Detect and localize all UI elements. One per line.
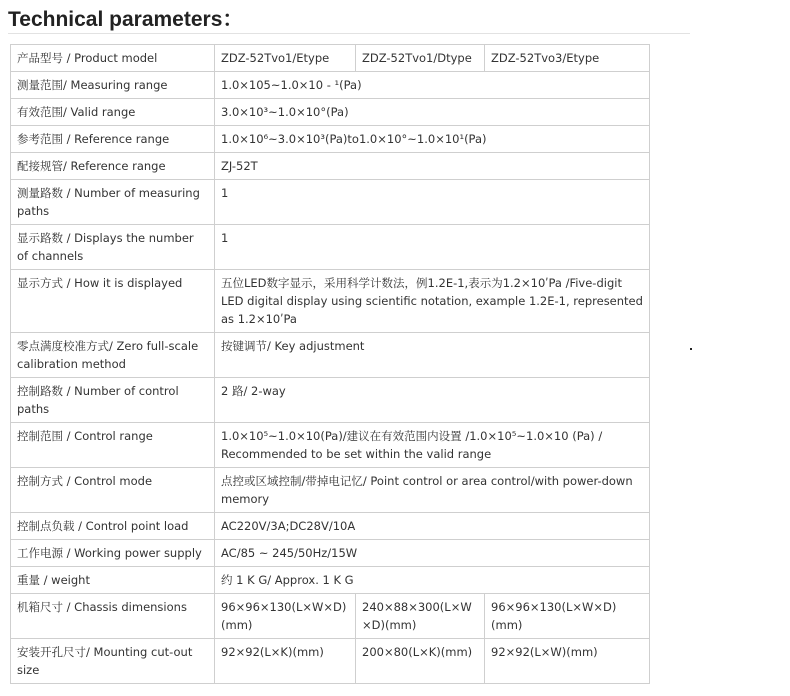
- table-row-control-range: [11, 423, 650, 468]
- page-title: Technical parameters：: [8, 8, 244, 31]
- row-value: 3.0×10³~1.0×10°(Pa): [215, 99, 650, 126]
- stray-dot: [690, 348, 692, 350]
- row-label: 测量路数 / Number of measuring paths: [11, 180, 215, 225]
- row-value: 点控或区域控制/带掉电记忆/ Point control or area control/with power-down memory: [215, 468, 650, 513]
- table-row-calibration-method: [11, 333, 650, 378]
- model-etype-3: ZDZ-52Tvo3/Etype: [485, 45, 650, 72]
- model-etype-1: ZDZ-52Tvo1/Etype: [215, 45, 356, 72]
- row-value: 1: [215, 225, 650, 270]
- row-label: 控制范围 / Control range: [11, 423, 215, 468]
- row-label: 测量范围/ Measuring range: [11, 72, 215, 99]
- row-value: AC220V/3A;DC28V/10A: [215, 513, 650, 540]
- row-value: 2 路/ 2-way: [215, 378, 650, 423]
- table-row-measuring-paths: [11, 180, 650, 225]
- cutout-etype-3: 92×92(L×W)(mm): [485, 639, 650, 684]
- technical-parameters-table: [10, 44, 650, 684]
- table-row-mounting-cutout: [11, 639, 650, 684]
- row-label: 参考范围 / Reference range: [11, 126, 215, 153]
- dimension-dtype: 240×88×300(L×W×D)(mm): [356, 594, 485, 639]
- row-label: 控制点负载 / Control point load: [11, 513, 215, 540]
- dimension-etype-3: 96×96×130(L×W×D)(mm): [485, 594, 650, 639]
- row-label: 零点满度校准方式/ Zero full-scale calibration method: [11, 333, 215, 378]
- table-row-weight: [11, 567, 650, 594]
- row-value: 约 1 K G/ Approx. 1 K G: [215, 567, 650, 594]
- table-row-product-model: [11, 45, 650, 72]
- dimension-etype-1: 96×96×130(L×W×D)(mm): [215, 594, 356, 639]
- table-row-reference-range: [11, 126, 650, 153]
- row-label: 产品型号 / Product model: [11, 45, 215, 72]
- row-value: 1.0×105~1.0×10 - ¹(Pa): [215, 72, 650, 99]
- row-value: 1.0×10⁵~1.0×10(Pa)/建议在有效范围内设置 /1.0×10⁵~1.0×10 (Pa) / Recommended to be set within the valid range: [215, 423, 650, 468]
- table-row-valid-range: [11, 99, 650, 126]
- table-row-measuring-range: [11, 72, 650, 99]
- row-value: 五位LED数字显示，采用科学计数法，例1.2E-1,表示为1.2×10ʹPa /Five-digit LED digital display using scientific notation, example 1.2E-1, represented as 1.2×10ʹPa: [215, 270, 650, 333]
- cutout-etype-1: 92×92(L×K)(mm): [215, 639, 356, 684]
- table-row-power-supply: [11, 540, 650, 567]
- table-row-control-mode: [11, 468, 650, 513]
- table-row-control-paths: [11, 378, 650, 423]
- table-row-chassis-dimensions: [11, 594, 650, 639]
- row-value: 按键调节/ Key adjustment: [215, 333, 650, 378]
- row-label: 显示方式 / How it is displayed: [11, 270, 215, 333]
- row-label: 控制路数 / Number of control paths: [11, 378, 215, 423]
- row-value: 1.0×10⁶~3.0×10³(Pa)to1.0×10°~1.0×10¹(Pa): [215, 126, 650, 153]
- row-label: 显示路数 / Displays the number of channels: [11, 225, 215, 270]
- row-label: 机箱尺寸 / Chassis dimensions: [11, 594, 215, 639]
- row-label: 有效范围/ Valid range: [11, 99, 215, 126]
- title-divider: [8, 33, 690, 34]
- table-row-control-point-load: [11, 513, 650, 540]
- row-label: 配接规管/ Reference range: [11, 153, 215, 180]
- table-row-display-channels: [11, 225, 650, 270]
- row-value: 1: [215, 180, 650, 225]
- model-dtype: ZDZ-52Tvo1/Dtype: [356, 45, 485, 72]
- row-value: AC/85 ~ 245/50Hz/15W: [215, 540, 650, 567]
- row-label: 工作电源 / Working power supply: [11, 540, 215, 567]
- row-value: ZJ-52T: [215, 153, 650, 180]
- row-label: 安装开孔尺寸/ Mounting cut-out size: [11, 639, 215, 684]
- table-row-gauge-tube: [11, 153, 650, 180]
- cutout-dtype: 200×80(L×K)(mm): [356, 639, 485, 684]
- table-row-display-mode: [11, 270, 650, 333]
- row-label: 控制方式 / Control mode: [11, 468, 215, 513]
- row-label: 重量 / weight: [11, 567, 215, 594]
